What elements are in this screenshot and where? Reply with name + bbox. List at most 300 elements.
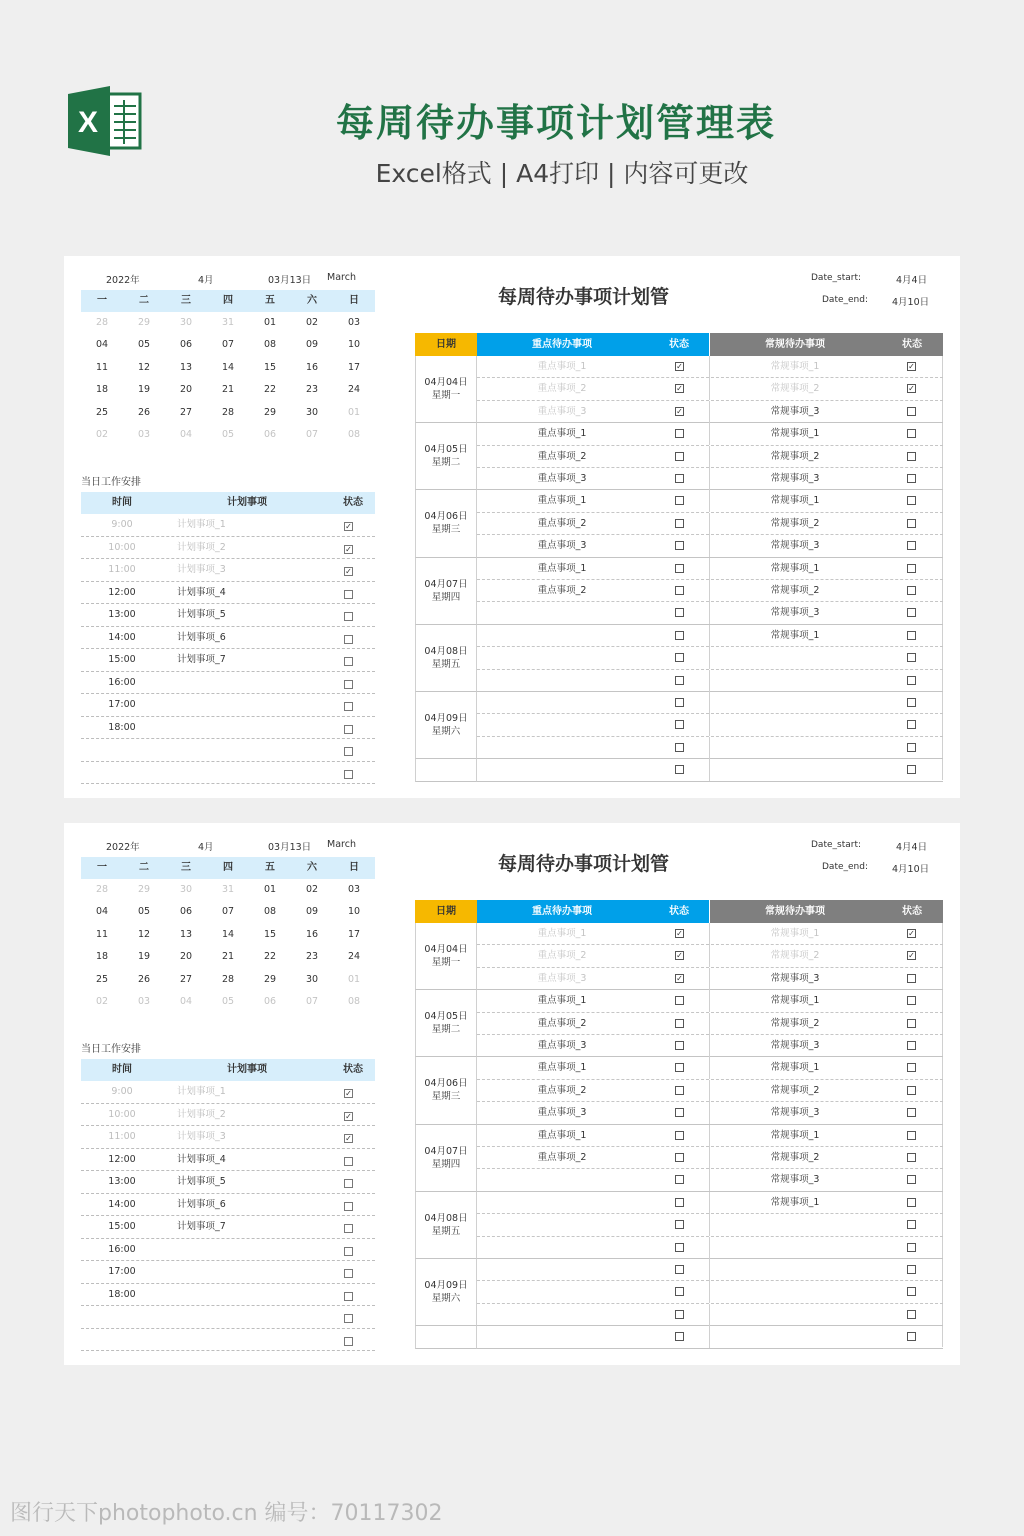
routine-task: 常规事项_2 [770, 1017, 820, 1029]
schedule-row [81, 717, 375, 740]
checkbox-icon[interactable] [675, 1175, 684, 1184]
checkbox-icon[interactable] [907, 1063, 916, 1072]
key-task: 重点事项_2 [537, 950, 587, 962]
calendar-day[interactable]: 12 [137, 361, 151, 373]
key-task: 重点事项_2 [537, 1084, 587, 1096]
calendar-day[interactable]: 25 [95, 406, 109, 418]
key-task: 重点事项_1 [537, 428, 587, 440]
task-row [477, 1169, 943, 1191]
weekday-label: 二 [139, 295, 149, 306]
checkbox-icon[interactable] [907, 631, 916, 640]
checkbox-icon[interactable] [344, 612, 353, 621]
weekday-label: 二 [139, 862, 149, 873]
schedule-item: 计划事项_1 [177, 519, 226, 530]
calendar-day[interactable]: 06 [263, 429, 277, 440]
logo-letter: X [77, 106, 99, 139]
calendar-day[interactable]: 02 [95, 996, 109, 1007]
routine-task: 常规事项_1 [770, 928, 820, 939]
checkbox-icon[interactable] [675, 474, 684, 483]
calendar-day[interactable]: 06 [263, 996, 277, 1007]
checkbox-icon[interactable] [675, 541, 684, 550]
weekday-label: 六 [307, 295, 317, 306]
checkbox-icon[interactable] [907, 1265, 916, 1274]
calendar-day[interactable]: 23 [305, 384, 319, 396]
task-row [477, 580, 943, 602]
schedule-row [81, 559, 375, 582]
task-row [477, 647, 943, 669]
checkbox-icon[interactable] [675, 608, 684, 617]
calendar-day[interactable]: 27 [179, 973, 193, 985]
schedule-time: 16:00 [108, 676, 136, 688]
checkbox-icon[interactable] [907, 1175, 916, 1184]
checkbox-icon[interactable] [907, 564, 916, 573]
day-weekday: 星期六 [431, 726, 461, 738]
calendar-day[interactable]: 28 [95, 884, 109, 895]
checkbox-icon[interactable] [675, 698, 684, 707]
calendar-day[interactable]: 19 [137, 951, 151, 963]
schedule-time: 17:00 [108, 1266, 136, 1277]
routine-task: 常规事项_2 [770, 950, 820, 962]
column-divider [709, 647, 710, 669]
calendar-day[interactable]: 02 [305, 317, 319, 328]
schedule-time: 13:00 [108, 609, 136, 620]
checkbox-icon[interactable] [344, 1292, 353, 1301]
schedule-col-status: 状态 [343, 1064, 363, 1075]
task-row [477, 468, 943, 490]
routine-task: 常规事项_3 [770, 1040, 820, 1051]
checkbox-icon[interactable] [907, 1108, 916, 1117]
calendar-day[interactable]: 07 [221, 906, 235, 918]
checkbox-icon[interactable] [907, 407, 916, 416]
calendar-day[interactable]: 06 [179, 339, 193, 351]
checkbox-icon[interactable] [907, 608, 916, 617]
calendar-day[interactable]: 27 [179, 406, 193, 418]
calendar-day[interactable]: 14 [221, 361, 235, 373]
calendar-day[interactable]: 24 [347, 384, 361, 396]
calendar-day[interactable]: 01 [347, 406, 361, 418]
key-task: 重点事项_2 [537, 517, 587, 529]
calendar-day[interactable]: 28 [221, 973, 235, 985]
checkbox-icon[interactable] [675, 1287, 684, 1296]
schedule-row [81, 649, 375, 672]
calendar-day[interactable]: 05 [137, 906, 151, 918]
checkbox-icon[interactable] [907, 1310, 916, 1319]
checkbox-icon[interactable] [675, 1041, 684, 1050]
day-date: 04月07日 [424, 578, 468, 590]
checkbox-icon[interactable] [344, 1157, 353, 1166]
schedule-time: 16:00 [108, 1243, 136, 1255]
checkbox-icon[interactable] [675, 1265, 684, 1274]
key-task: 重点事项_3 [537, 1107, 587, 1119]
calendar-day[interactable]: 17 [347, 928, 361, 940]
checkbox-icon[interactable] [344, 1247, 353, 1256]
schedule-row [81, 582, 375, 605]
calendar-day[interactable]: 08 [263, 339, 277, 351]
calendar-day[interactable]: 01 [263, 884, 277, 895]
schedule-item: 计划事项_3 [177, 564, 226, 575]
checkbox-icon[interactable] [675, 1063, 684, 1072]
checkbox-icon[interactable] [907, 1041, 916, 1050]
schedule-item: 计划事项_2 [177, 1108, 226, 1120]
calendar-day[interactable]: 03 [137, 429, 151, 440]
task-row [477, 737, 943, 759]
routine-task: 常规事项_2 [770, 383, 820, 395]
schedule-time: 11:00 [108, 564, 136, 575]
calendar-day[interactable]: 29 [137, 884, 151, 895]
calendar-day[interactable]: 11 [95, 928, 109, 940]
calendar-day[interactable]: 09 [305, 339, 319, 351]
checkbox-icon[interactable] [907, 1086, 916, 1095]
schedule-col-item: 计划事项 [227, 1064, 267, 1075]
checkbox-icon[interactable]: ✓ [908, 951, 915, 961]
calendar-day[interactable]: 25 [95, 973, 109, 985]
task-row [477, 1080, 943, 1102]
checkbox-icon[interactable] [907, 474, 916, 483]
plan-sheet-1 [64, 256, 960, 798]
calendar-day[interactable]: 04 [179, 429, 193, 440]
calendar-day[interactable]: 01 [347, 973, 361, 985]
calendar-day[interactable]: 28 [221, 406, 235, 418]
checkbox-icon[interactable] [675, 676, 684, 685]
checkbox-icon[interactable] [344, 1314, 353, 1323]
plan-sheet-2 [64, 823, 960, 1365]
checkbox-icon[interactable] [907, 698, 916, 707]
schedule-label: 当日工作安排 [81, 477, 141, 488]
calendar-day[interactable]: 30 [179, 884, 193, 895]
schedule-item: 计划事项_7 [177, 654, 226, 665]
calendar-day[interactable]: 16 [305, 361, 319, 373]
checkbox-icon[interactable] [675, 1198, 684, 1207]
col-date: 日期 [415, 333, 477, 356]
checkbox-icon[interactable] [907, 765, 916, 774]
checkbox-icon[interactable] [907, 653, 916, 662]
checkbox-icon[interactable] [675, 1243, 684, 1252]
calendar-day[interactable]: 17 [347, 361, 361, 373]
day-cell [415, 490, 477, 557]
checkbox-icon[interactable] [344, 770, 353, 779]
key-task: 重点事项_2 [537, 1152, 587, 1163]
calendar-day[interactable]: 31 [221, 317, 235, 328]
checkbox-icon[interactable] [675, 1153, 684, 1162]
col-routine-bg [710, 900, 943, 923]
calendar-day[interactable]: 30 [305, 973, 319, 985]
checkbox-icon[interactable] [675, 1310, 684, 1319]
checkbox-icon[interactable] [344, 1337, 353, 1346]
checkbox-icon[interactable] [344, 590, 353, 599]
checkbox-icon[interactable] [907, 1019, 916, 1028]
task-row [477, 1281, 943, 1303]
calendar-day[interactable]: 02 [95, 429, 109, 440]
calendar-day[interactable]: 20 [179, 951, 193, 963]
task-row [477, 990, 943, 1012]
checkbox-icon[interactable]: ✓ [676, 929, 683, 938]
date-end-value: 4月10日 [892, 864, 930, 875]
day-date: 04月04日 [424, 377, 468, 389]
calendar-week-row [81, 424, 375, 446]
calendar-day[interactable]: 15 [263, 361, 277, 373]
day-date: 04月09日 [424, 1280, 468, 1292]
col-key-bg [477, 900, 709, 923]
calendar-day[interactable]: 02 [305, 884, 319, 895]
task-row [477, 1259, 943, 1281]
checkbox-icon[interactable] [675, 586, 684, 595]
calendar-year: 2022年 [106, 275, 140, 286]
calendar-month-en: March [327, 272, 356, 283]
checkbox-icon[interactable] [675, 496, 684, 505]
checkbox-icon[interactable]: ✓ [345, 1089, 352, 1098]
calendar-day[interactable]: 07 [305, 429, 319, 440]
calendar-info [81, 272, 375, 286]
calendar-day[interactable]: 23 [305, 951, 319, 963]
calendar-day[interactable]: 04 [95, 906, 109, 918]
checkbox-icon[interactable] [344, 1202, 353, 1211]
checkbox-icon[interactable] [907, 429, 916, 438]
weekday-label: 日 [349, 862, 359, 873]
calendar-day[interactable]: 09 [305, 906, 319, 918]
schedule-time: 10:00 [108, 1108, 136, 1120]
schedule-item: 计划事项_6 [177, 631, 226, 643]
routine-task: 常规事项_3 [770, 405, 820, 417]
schedule-header [81, 1059, 375, 1081]
column-divider [709, 714, 710, 736]
weekday-label: 日 [349, 295, 359, 306]
checkbox-icon[interactable] [907, 586, 916, 595]
weekday-label: 四 [223, 295, 233, 306]
calendar-week-row [81, 312, 375, 334]
calendar-day[interactable]: 08 [347, 996, 361, 1007]
task-row [477, 1237, 943, 1259]
checkbox-icon[interactable]: ✓ [345, 567, 352, 576]
checkbox-icon[interactable]: ✓ [908, 384, 915, 394]
calendar-day[interactable]: 29 [263, 973, 277, 985]
calendar-day[interactable]: 11 [95, 361, 109, 373]
date-start-label: Date_start: [811, 840, 862, 850]
calendar-day[interactable]: 14 [221, 928, 235, 940]
checkbox-icon[interactable] [675, 429, 684, 438]
schedule-item: 计划事项_2 [177, 541, 226, 553]
checkbox-icon[interactable]: ✓ [676, 973, 683, 983]
key-task: 重点事项_1 [537, 928, 587, 939]
checkbox-icon[interactable] [675, 1086, 684, 1095]
checkbox-icon[interactable] [344, 725, 353, 734]
calendar-day[interactable]: 05 [221, 996, 235, 1007]
checkbox-icon[interactable]: ✓ [345, 1134, 352, 1143]
calendar-day[interactable]: 13 [179, 361, 193, 373]
checkbox-icon[interactable] [907, 1220, 916, 1229]
calendar-day[interactable]: 03 [347, 884, 361, 895]
calendar-day[interactable]: 18 [95, 384, 109, 396]
schedule-time: 17:00 [108, 699, 136, 710]
routine-task: 常规事项_3 [770, 1107, 820, 1119]
checkbox-icon[interactable] [907, 974, 916, 983]
calendar-day[interactable]: 24 [347, 951, 361, 963]
schedule-row [81, 739, 375, 762]
checkbox-icon[interactable] [675, 452, 684, 461]
key-task: 重点事项_1 [537, 1129, 587, 1141]
calendar-day[interactable]: 05 [137, 339, 151, 351]
calendar-day[interactable]: 04 [179, 996, 193, 1007]
calendar-day[interactable]: 06 [179, 906, 193, 918]
checkbox-icon[interactable] [675, 1332, 684, 1341]
calendar-week-row [81, 379, 375, 401]
checkbox-icon[interactable] [907, 1332, 916, 1341]
checkbox-icon[interactable]: ✓ [676, 951, 683, 961]
calendar-day[interactable]: 03 [347, 317, 361, 328]
date-start-value: 4月4日 [896, 275, 928, 286]
task-row [477, 1035, 943, 1057]
calendar-day[interactable]: 15 [263, 928, 277, 940]
calendar-day[interactable]: 03 [137, 996, 151, 1007]
checkbox-icon[interactable] [675, 765, 684, 774]
key-task: 重点事项_3 [537, 405, 587, 417]
checkbox-icon[interactable]: ✓ [676, 362, 683, 371]
schedule-item: 计划事项_7 [177, 1221, 226, 1232]
day-cell [415, 692, 477, 759]
page-subtitle: Excel格式 | A4打印 | 内容可更改 [375, 159, 749, 188]
checkbox-icon[interactable] [907, 1287, 916, 1296]
checkbox-icon[interactable]: ✓ [908, 362, 915, 371]
checkbox-icon[interactable]: ✓ [908, 929, 915, 938]
calendar-day[interactable]: 26 [137, 406, 151, 418]
key-task: 重点事项_3 [537, 540, 587, 552]
calendar-day[interactable]: 21 [221, 384, 235, 396]
calendar-day[interactable]: 28 [95, 317, 109, 328]
calendar-day[interactable]: 29 [263, 406, 277, 418]
day-cell [415, 759, 477, 781]
day-weekday: 星期四 [431, 1158, 461, 1170]
calendar-day[interactable]: 22 [263, 951, 277, 963]
key-task: 重点事项_2 [537, 1017, 587, 1029]
checkbox-icon[interactable] [675, 743, 684, 752]
calendar-day[interactable]: 08 [347, 429, 361, 440]
task-row [477, 1214, 943, 1236]
checkbox-icon[interactable] [344, 1179, 353, 1188]
day-date: 04月08日 [424, 1212, 468, 1224]
checkbox-icon[interactable] [344, 680, 353, 689]
checkbox-icon[interactable] [907, 743, 916, 752]
checkbox-icon[interactable] [675, 720, 684, 729]
checkbox-icon[interactable] [907, 452, 916, 461]
schedule-row [81, 514, 375, 537]
calendar-month: 4月 [198, 275, 214, 286]
column-divider [709, 692, 710, 714]
checkbox-icon[interactable] [907, 996, 916, 1005]
calendar-day[interactable]: 30 [305, 406, 319, 418]
checkbox-icon[interactable] [675, 564, 684, 573]
calendar-day[interactable]: 08 [263, 906, 277, 918]
checkbox-icon[interactable] [907, 496, 916, 505]
calendar-day[interactable]: 04 [95, 339, 109, 351]
calendar-day[interactable]: 01 [263, 317, 277, 328]
checkbox-icon[interactable] [675, 519, 684, 528]
checkbox-icon[interactable] [344, 1224, 353, 1233]
routine-task: 常规事项_2 [770, 1084, 820, 1096]
calendar-day[interactable]: 12 [137, 928, 151, 940]
checkbox-icon[interactable] [907, 676, 916, 685]
calendar-day[interactable]: 21 [221, 951, 235, 963]
schedule-col-time: 时间 [112, 497, 132, 508]
calendar-day[interactable]: 20 [179, 384, 193, 396]
checkbox-icon[interactable]: ✓ [676, 406, 683, 416]
task-row [477, 1057, 943, 1079]
schedule-row [81, 672, 375, 695]
checkbox-icon[interactable]: ✓ [345, 544, 352, 554]
task-row [477, 401, 943, 423]
checkbox-icon[interactable] [675, 1108, 684, 1117]
calendar-day[interactable]: 16 [305, 928, 319, 940]
checkbox-icon[interactable]: ✓ [345, 522, 352, 531]
checkbox-icon[interactable] [675, 1220, 684, 1229]
routine-task: 常规事项_2 [770, 585, 820, 596]
checkbox-icon[interactable] [344, 657, 353, 666]
checkbox-icon[interactable]: ✓ [345, 1111, 352, 1121]
checkbox-icon[interactable] [675, 653, 684, 662]
checkbox-icon[interactable] [907, 519, 916, 528]
calendar-day[interactable]: 10 [347, 906, 361, 918]
checkbox-icon[interactable] [344, 1269, 353, 1278]
calendar-day[interactable]: 05 [221, 429, 235, 440]
checkbox-icon[interactable] [675, 996, 684, 1005]
col-key-status: 状态 [669, 906, 689, 917]
calendar-month: 4月 [198, 842, 214, 853]
checkbox-icon[interactable] [675, 1019, 684, 1028]
schedule-row [81, 537, 375, 560]
schedule-row [81, 627, 375, 650]
checkbox-icon[interactable] [675, 631, 684, 640]
checkbox-icon[interactable] [907, 1153, 916, 1162]
calendar-day[interactable]: 31 [221, 884, 235, 895]
column-divider [709, 737, 710, 759]
calendar-day[interactable]: 13 [179, 928, 193, 940]
weekday-label: 五 [265, 862, 275, 873]
checkbox-icon[interactable] [907, 1243, 916, 1252]
calendar-day[interactable]: 29 [137, 317, 151, 328]
col-key-bg [477, 333, 709, 356]
schedule-col-item: 计划事项 [227, 497, 267, 508]
key-task: 重点事项_3 [537, 473, 587, 484]
calendar-day[interactable]: 19 [137, 384, 151, 396]
calendar-day[interactable]: 26 [137, 973, 151, 985]
calendar-day[interactable]: 30 [179, 317, 193, 328]
weekly-header [415, 333, 943, 356]
day-weekday: 星期一 [431, 957, 461, 969]
checkbox-icon[interactable] [344, 702, 353, 711]
calendar-week-row [81, 969, 375, 991]
checkbox-icon[interactable]: ✓ [676, 384, 683, 394]
calendar-week-row [81, 357, 375, 379]
checkbox-icon[interactable] [907, 1198, 916, 1207]
task-row [477, 535, 943, 557]
schedule-time: 18:00 [108, 1288, 136, 1300]
calendar-day[interactable]: 22 [263, 384, 277, 396]
calendar-day[interactable]: 10 [347, 339, 361, 351]
checkbox-icon[interactable] [907, 1131, 916, 1140]
checkbox-icon[interactable] [907, 541, 916, 550]
checkbox-icon[interactable] [907, 720, 916, 729]
schedule-row [81, 1329, 375, 1352]
calendar-day[interactable]: 18 [95, 951, 109, 963]
schedule-item: 计划事项_5 [177, 1176, 226, 1187]
schedule-row [81, 1126, 375, 1149]
checkbox-icon[interactable] [344, 635, 353, 644]
calendar-day[interactable]: 07 [221, 339, 235, 351]
calendar-day[interactable]: 07 [305, 996, 319, 1007]
schedule-row [81, 762, 375, 785]
checkbox-icon[interactable] [675, 1131, 684, 1140]
checkbox-icon[interactable] [344, 747, 353, 756]
day-weekday: 星期三 [431, 524, 461, 536]
key-task: 重点事项_1 [537, 361, 587, 372]
